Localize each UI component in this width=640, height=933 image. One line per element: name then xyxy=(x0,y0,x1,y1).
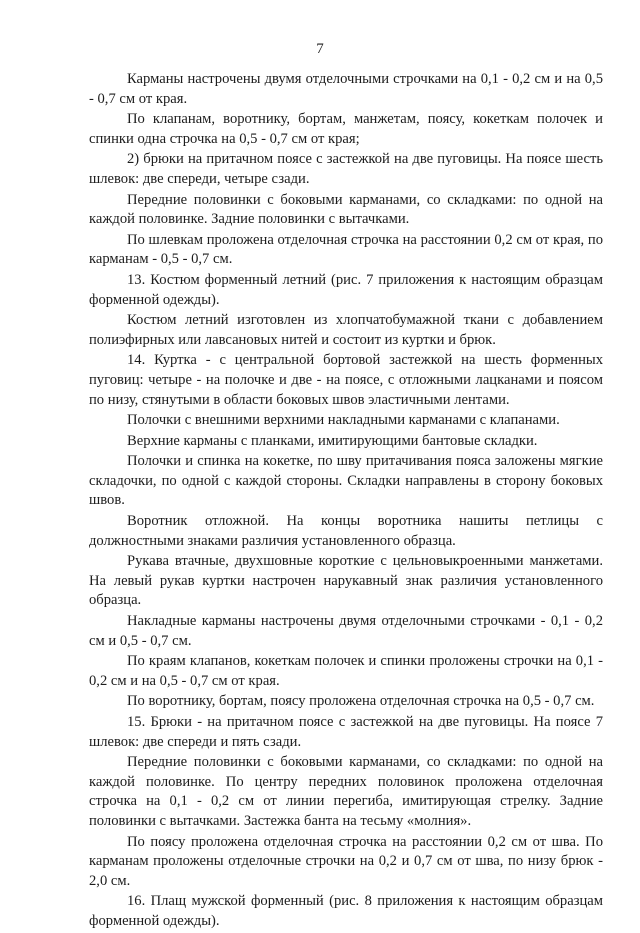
paragraph: Рукава втачные, двухшовные короткие с цельновыкроенными манжетами. На левый рукав куртки настрочен нарукавный знак различия установленного образца. xyxy=(89,553,603,609)
document-body xyxy=(89,70,603,933)
paragraph: Полочки и спинка на кокетке, по шву притачивания пояса заложены мягкие складочки, по одной с каждой стороны. Складки направлены в сторону боковых швов. xyxy=(89,453,603,509)
paragraph: Верхние карманы с планками, имитирующими бантовые складки. xyxy=(127,432,538,449)
paragraph: Передние половинки с боковыми карманами, со складками: по одной на каждой половинке. Задние половинки с вытачками. xyxy=(89,191,603,228)
paragraph: По краям клапанов, кокеткам полочек и спинки проложены строчки на 0,1 - 0,2 см и на 0,5 - 0,7 см от края. xyxy=(89,653,603,689)
paragraph: По поясу проложена отделочная строчка на расстоянии 0,2 см от шва. По карманам проложены отделочные строчки на 0,2 и 0,7 см от шва, по низу брюк - 2,0 см. xyxy=(89,833,603,889)
paragraph: 16. Плащ мужской форменный (рис. 8 приложения к настоящим образцам форменной одежды). xyxy=(89,893,603,929)
paragraph: По шлевкам проложена отделочная строчка на расстоянии 0,2 см от края, по карманам - 0,5 - 0,7 см. xyxy=(89,231,603,268)
paragraph: 13. Костюм форменный летний (рис. 7 приложения к настоящим образцам форменной одежды). xyxy=(89,271,603,308)
paragraph: 14. Куртка - с центральной бортовой застежкой на шесть форменных пуговиц: четыре - на полочке и две - на поясе, с отложными лацканами и поясом по низу, стянутыми в области боковых швов эластичными лентами. xyxy=(89,352,603,408)
paragraph: Накладные карманы настрочены двумя отделочными строчками - 0,1 - 0,2 см и 0,5 - 0,7 см. xyxy=(89,613,603,649)
paragraph: Воротник отложной. На концы воротника нашиты петлицы с должностными знаками различия установленного образца. xyxy=(89,513,603,549)
paragraph: 15. Брюки - на притачном поясе с застежкой на две пуговицы. На поясе 7 шлевок: две спереди и пять сзади. xyxy=(89,714,603,750)
paragraph: 2) брюки на притачном поясе с застежкой на две пуговицы. На поясе шесть шлевок: две спереди, четыре сзади. xyxy=(89,151,603,187)
paragraph: Карманы настрочены двумя отделочными строчками на 0,1 - 0,2 см и на 0,5 - 0,7 см от края. xyxy=(89,71,603,107)
paragraph: Полочки с внешними верхними накладными карманами с клапанами. xyxy=(127,412,560,429)
paragraph: По воротнику, бортам, поясу проложена отделочная строчка на 0,5 - 0,7 см. xyxy=(127,693,595,710)
paragraph: По клапанам, воротнику, бортам, манжетам, поясу, кокеткам полочек и спинки одна строчка на 0,5 - 0,7 см от края; xyxy=(89,111,603,147)
paragraph: Костюм летний изготовлен из хлопчатобумажной ткани с добавлением полиэфирных или лавсановых нитей и состоит из куртки и брюк. xyxy=(89,312,603,348)
page-number: 7 xyxy=(316,41,324,57)
paragraph: Передние половинки с боковыми карманами, со складками: по одной на каждой половинке. По центру передних половинок проложена отделочная строчка на 0,1 - 0,2 см от линии перегиба, имитирующая стрелку. Задние половинки с вытачками. Застежка банта на тесьму «молния». xyxy=(89,754,603,829)
